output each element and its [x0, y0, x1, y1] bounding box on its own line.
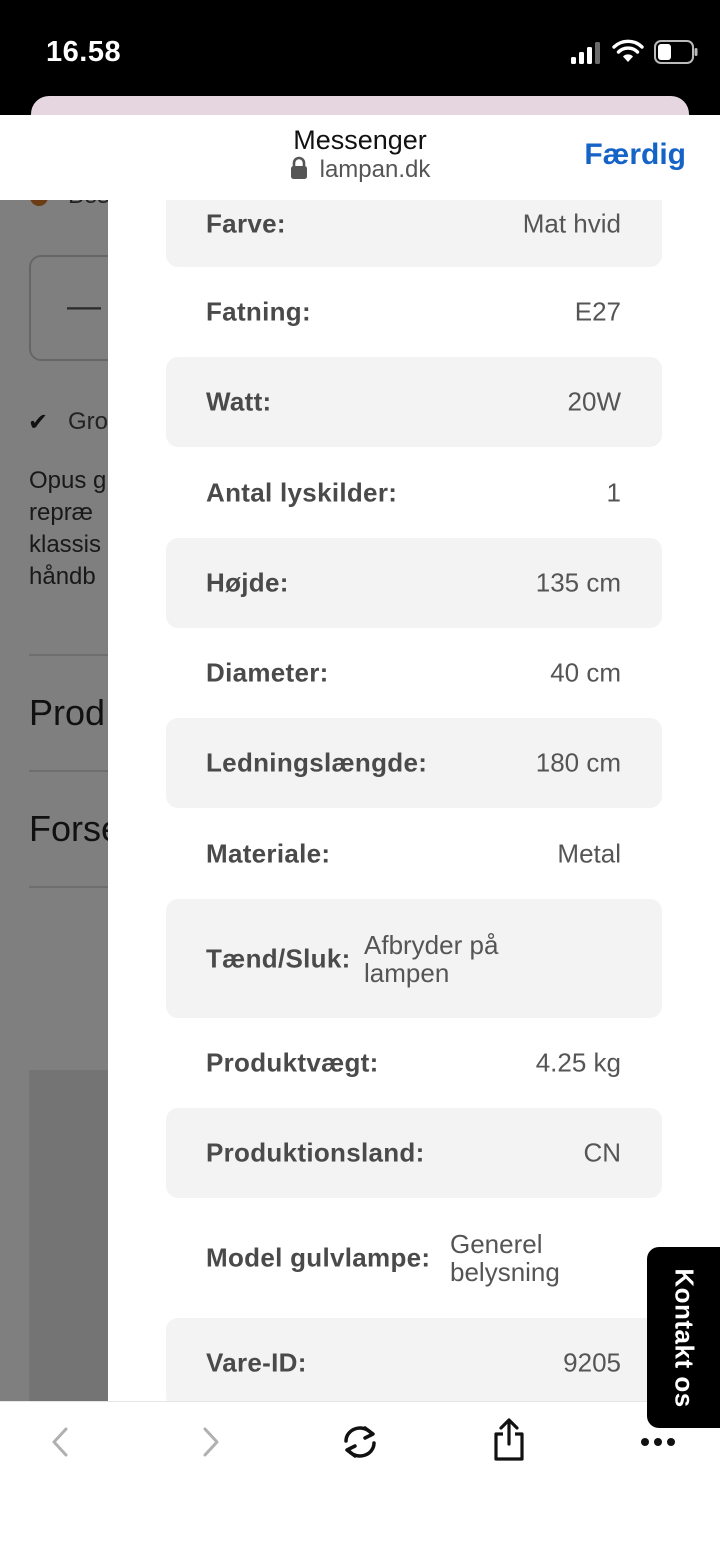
spec-row — [166, 899, 662, 1018]
more-icon — [640, 1437, 676, 1447]
spec-value: 180 cm — [535, 747, 621, 778]
web-page-content — [0, 200, 720, 1408]
browser-title: Messenger — [293, 125, 427, 155]
spec-label: Højde: — [206, 567, 289, 598]
spec-row — [166, 538, 662, 628]
spec-value: CN — [583, 1137, 621, 1168]
lock-icon — [290, 157, 308, 179]
spec-label: Watt: — [206, 386, 272, 417]
spec-value: Metal — [557, 838, 621, 868]
spec-row — [166, 447, 662, 538]
reload-button[interactable] — [330, 1420, 390, 1464]
spec-label: Model gulvlampe: — [206, 1242, 431, 1273]
spec-label: Materiale: — [206, 838, 331, 868]
spec-row — [166, 1318, 662, 1408]
spec-row — [166, 1018, 662, 1108]
in-app-browser-sheet — [0, 115, 720, 1559]
back-icon — [50, 1426, 70, 1458]
spec-row — [166, 718, 662, 808]
spec-value: 135 cm — [535, 567, 621, 598]
spec-value: 9205 — [563, 1347, 621, 1378]
spec-row — [166, 628, 662, 718]
spec-label: Vare-ID: — [206, 1347, 307, 1378]
spec-value: 20W — [567, 386, 621, 417]
done-button[interactable]: Færdig — [584, 138, 686, 171]
wifi-icon — [612, 40, 644, 64]
spec-label: Farve: — [206, 208, 286, 238]
browser-header — [0, 115, 720, 200]
share-button[interactable] — [479, 1414, 539, 1466]
spec-label: Produktvægt: — [206, 1047, 379, 1078]
spec-label: Fatning: — [206, 296, 311, 327]
spec-value: E27 — [574, 296, 621, 327]
browser-toolbar — [0, 1401, 720, 1559]
spec-row — [166, 1108, 662, 1198]
spec-row — [166, 267, 662, 357]
spec-row — [166, 357, 662, 447]
battery-icon — [654, 40, 698, 64]
contact-us-tab[interactable] — [647, 1247, 720, 1428]
spec-row — [166, 808, 662, 899]
status-time: 16.58 — [46, 36, 122, 68]
spec-value: 4.25 kg — [535, 1047, 621, 1078]
spec-row — [166, 1198, 662, 1318]
cellular-signal-icon — [571, 42, 603, 64]
share-icon — [492, 1418, 526, 1462]
spec-label: Diameter: — [206, 657, 329, 688]
spec-value: Generel belysning — [450, 1229, 560, 1287]
spec-label: Ledningslængde: — [206, 747, 428, 778]
reload-icon — [340, 1424, 380, 1460]
spec-label: Produktionsland: — [206, 1137, 425, 1168]
spec-value: Mat hvid — [522, 208, 621, 238]
spec-label: Antal lyskilder: — [206, 477, 398, 507]
back-button[interactable] — [30, 1420, 90, 1464]
spec-value: Afbryder på lampen — [364, 929, 499, 988]
spec-value: 1 — [606, 477, 621, 507]
forward-button[interactable] — [181, 1420, 241, 1464]
contact-us-label: Kontakt os — [669, 1267, 699, 1408]
url-text: lampan.dk — [319, 156, 431, 183]
forward-icon — [201, 1426, 221, 1458]
specifications-panel — [108, 180, 720, 1420]
spec-label: Tænd/Sluk: — [206, 943, 351, 973]
spec-value: 40 cm — [550, 657, 621, 688]
